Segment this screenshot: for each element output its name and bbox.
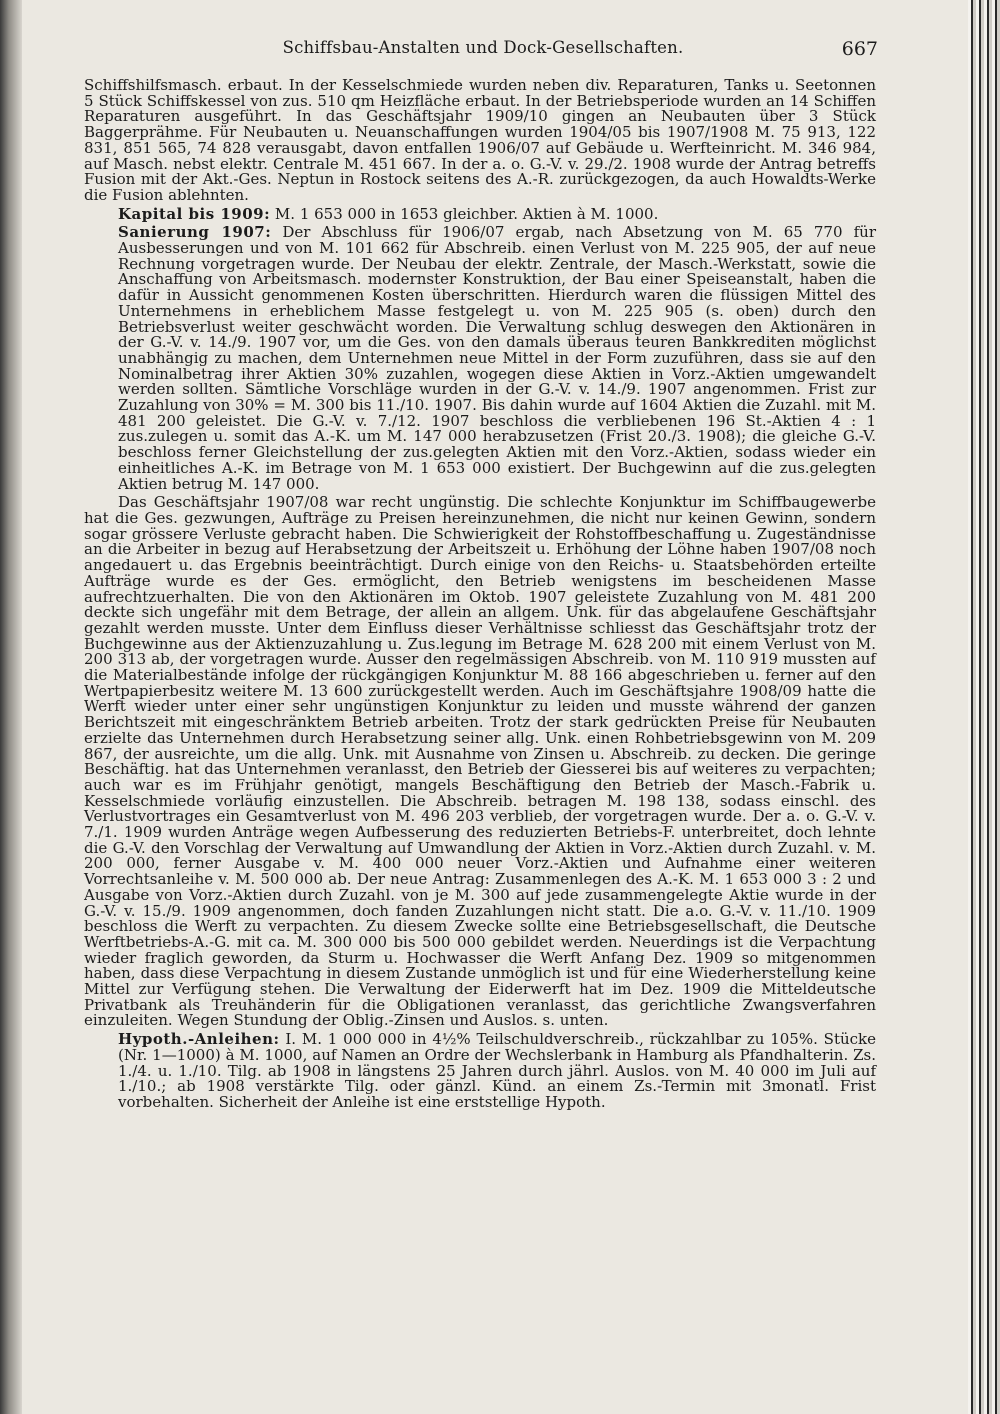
page-header [88,38,878,62]
paragraph-text: I. M. 1 000 000 in 4½% Teilschuldverschreib., rückzahlbar zu 105%. Stücke (Nr. 1—1000) à M. 1000, auf Namen an Ordre der Wechslerbank in Hamburg als Pfandhalterin. Zs. 1./4. u. 1./10. Tilg. ab 1908 in längstens 25 Jahren durch jährl. Auslos. von M. 40 000 im Juli auf 1./10.; ab 1908 verstärkte Tilg. oder gänzl. Künd. an einem Zs.-Termin mit 3monatl. Frist vorbehalten. Sicherheit der Anleihe ist eine erststellige Hypoth. [118,1030,876,1111]
paragraph-capital [84,204,876,223]
paragraph-business-year [84,495,876,1029]
paragraph-text: Der Abschluss für 1906/07 ergab, nach Absetzung von M. 65 770 für Ausbesserungen und von M. 101 662 für Abschreib. einen Verlust von M. 225 905, der auf neue Rechnung vorgetragen wurde. Der Neubau der elektr. Zentrale, der Masch.-Werkstatt, sowie die Anschaffung von Arbeitsmasch. modernster Konstruktion, der Bau einer Speiseanstalt, haben die dafür in Aussicht genommenen Kosten überschritten. Hierdurch waren die flüssigen Mittel des Unternehmens in erheblichem Masse festgelegt u. von M. 225 905 (s. oben) durch den Betriebsverlust weiter geschwächt worden. Die Verwaltung schlug deswegen den Aktionären in der G.-V. v. 14./9. 1907 vor, um die Ges. von den damals überaus teuren Bankkrediten möglichst unabhängig zu machen, dem Unternehmen neue Mittel in der Form zuzuführen, dass sie auf den Nominalbetrag ihrer Aktien 30% zuzahlen, wogegen diese Aktien in Vorz.-Aktien umgewandelt werden sollten. Sämtliche Vorschläge wurden in der G.-V. v. 14./9. 1907 angenommen. Frist zur Zuzahlung von 30% = M. 300 bis 11./10. 1907. Bis dahin wurde auf 1604 Aktien die Zuzahl. mit M. 481 200 geleistet. Die G.-V. v. 7./12. 1907 beschloss die verbliebenen 196 St.-Aktien 4 : 1 zus.zulegen u. somit das A.-K. um M. 147 000 herabzusetzen (Frist 20./3. 1908); die gleiche G.-V. beschloss ferner Gleichstellung der zus.gelegten Aktien mit den Vorz.-Aktien, sodass wieder ein einheitliches A.-K. im Betrage von M. 1 653 000 existiert. Der Buchgewinn auf die zus.gelegten Aktien betrug M. 147 000. [118,223,876,493]
paragraph-text: Das Geschäftsjahr 1907/08 war recht ungünstig. Die schlechte Konjunktur im Schiffbaugewerbe hat die Ges. gezwungen, Aufträge zu Preisen hereinzunehmen, die nicht nur keinen Gewinn, sondern sogar grössere Verluste gebracht haben. Die Schwierigkeit der Rohstoffbeschaffung u. Zugeständnisse an die Arbeiter in bezug auf Herabsetzung der Arbeitszeit u. Erhöhung der Löhne haben 1907/08 noch angedauert u. das Ergebnis beeinträchtigt. Durch einige von den Reichs- u. Staatsbehörden erteilte Aufträge wurde es der Ges. ermöglicht, den Betrieb wenigstens im bescheidenen Masse aufrechtzuerhalten. Die von den Aktionären im Oktob. 1907 geleistete Zuzahlung von M. 481 200 deckte sich ungefähr mit dem Betrage, der allein an allgem. Unk. für das abgelaufene Geschäftsjahr gezahlt werden musste. Unter dem Einfluss dieser Verhältnisse schliesst das Geschäftsjahr trotz der Buchgewinne aus der Aktienzuzahlung u. Zus.legung im Betrage M. 628 200 mit einem Verlust von M. 200 313 ab, der vorgetragen wurde. Ausser den regelmässigen Abschreib. von M. 110 919 mussten auf die Materialbestände infolge der rückgängigen Konjunktur M. 88 166 abgeschrieben u. ferner auf den Wertpapierbesitz weitere M. 13 600 zurückgestellt werden. Auch im Geschäftsjahre 1908/09 hatte die Werft wieder unter einer sehr ungünstigen Konjunktur zu leiden und musste während der ganzen Berichtszeit mit eingeschränktem Betrieb arbeiten. Trotz der stark gedrückten Preise für Neubauten erzielte das Unternehmen durch Herabsetzung seiner allg. Unk. einen Rohbetriebsgewinn von M. 209 867, der ausreichte, um die allg. Unk. mit Ausnahme von Zinsen u. Abschreib. zu decken. Die geringe Beschäftig. hat das Unternehmen veranlasst, den Betrieb der Giesserei bis auf weiteres zu verpachten; auch war es im Frühjahr genötigt, mangels Beschäftigung den Betrieb der Masch.-Fabrik u. Kesselschmiede vorläufig einzustellen. Die Abschreib. betragen M. 198 138, sodass einschl. des Verlustvortrages ein Gesamtverlust von M. 496 203 verblieb, der vorgetragen wurde. Der a. o. G.-V. v. 7./1. 1909 wurden Anträge wegen Aufbesserung des reduzierten Betriebs-F. unterbreitet, doch lehnte die G.-V. den Vorschlag der Verwaltung auf Umwandlung der Aktien in Vorz.-Aktien durch Zuzahl. v. M. 200 000, ferner Ausgabe v. M. 400 000 neuer Vorz.-Aktien und Aufnahme einer weiteren Vorrechtsanleihe v. M. 500 000 ab. Der neue Antrag: Zusammenlegen des A.-K. M. 1 653 000 3 : 2 und Ausgabe von Vorz.-Aktien durch Zuzahl. von je M. 300 auf jede zusammengelegte Aktie wurde in der G.-V. v. 15./9. 1909 angenommen, doch fanden Zuzahlungen nicht statt. Die a.o. G.-V. v. 11./10. 1909 beschloss die Werft zu verpachten. Zu diesem Zwecke sollte eine Betriebsgesellschaft, die Deutsche Werftbetriebs-A.-G. mit ca. M. 300 000 bis 500 000 gebildet werden. Neuerdings ist die Verpachtung wieder fraglich geworden, da Sturm u. Hochwasser die Werft Anfang Dez. 1909 so mitgenommen haben, dass diese Verpachtung in diesem Zustande unmöglich ist und für eine Wiederherstellung keine Mittel zur Verfügung stehen. Die Verwaltung der Eiderwerft hat im Dez. 1909 die Mitteldeutsche Privatbank als Treuhänderin für die Obligationen veranlasst, das gerichtliche Zwangsverfahren einzuleiten. Wegen Stundung der Oblig.-Zinsen und Auslos. s. unten. [84,493,876,1030]
book-gutter [0,0,22,1414]
page-edges [968,0,1000,1414]
section-heading-reorganization: Sanierung 1907: [118,223,272,242]
paragraph-text: M. 1 653 000 in 1653 gleichber. Aktien à M. 1000. [270,204,659,223]
paragraph-mortgage-loans [84,1032,876,1111]
paragraph-shipbuilding-works [84,78,876,204]
paragraph-text: Schiffshilfsmasch. erbaut. In der Kesselschmiede wurden neben div. Reparaturen, Tanks u. Seetonnen 5 Stück Schiffskessel von zus. 510 qm Heizfläche erbaut. In der Betriebsperiode wurden an 14 Schiffen Reparaturen ausgeführt. In das Geschäftsjahr 1909/10 gingen an Neubauten über 3 Stück Baggerprähme. Für Neubauten u. Neuanschaffungen wurden 1904/05 bis 1907/1908 M. 75 913, 122 831, 851 565, 74 828 verausgabt, davon entfallen 1906/07 auf Gebäude u. Werfteinricht. M. 346 984, auf Masch. nebst elektr. Centrale M. 451 667. In der a. o. G.-V. v. 29./2. 1908 wurde der Antrag betreffs Fusion mit der Akt.-Ges. Neptun in Rostock seitens des A.-R. zurückgezogen, da auch Howaldts-Werke die Fusion ablehnten. [84,76,876,204]
page-number: 667 [841,38,878,60]
running-head: Schiffsbau-Anstalten und Dock-Gesellschaften. [282,38,684,57]
paragraph-reorganization [84,225,876,492]
section-heading-mortgage-loans: Hypoth.-Anleihen: [118,1030,280,1049]
section-heading-capital: Kapital bis 1909: [118,204,271,223]
body-text [84,78,876,1114]
